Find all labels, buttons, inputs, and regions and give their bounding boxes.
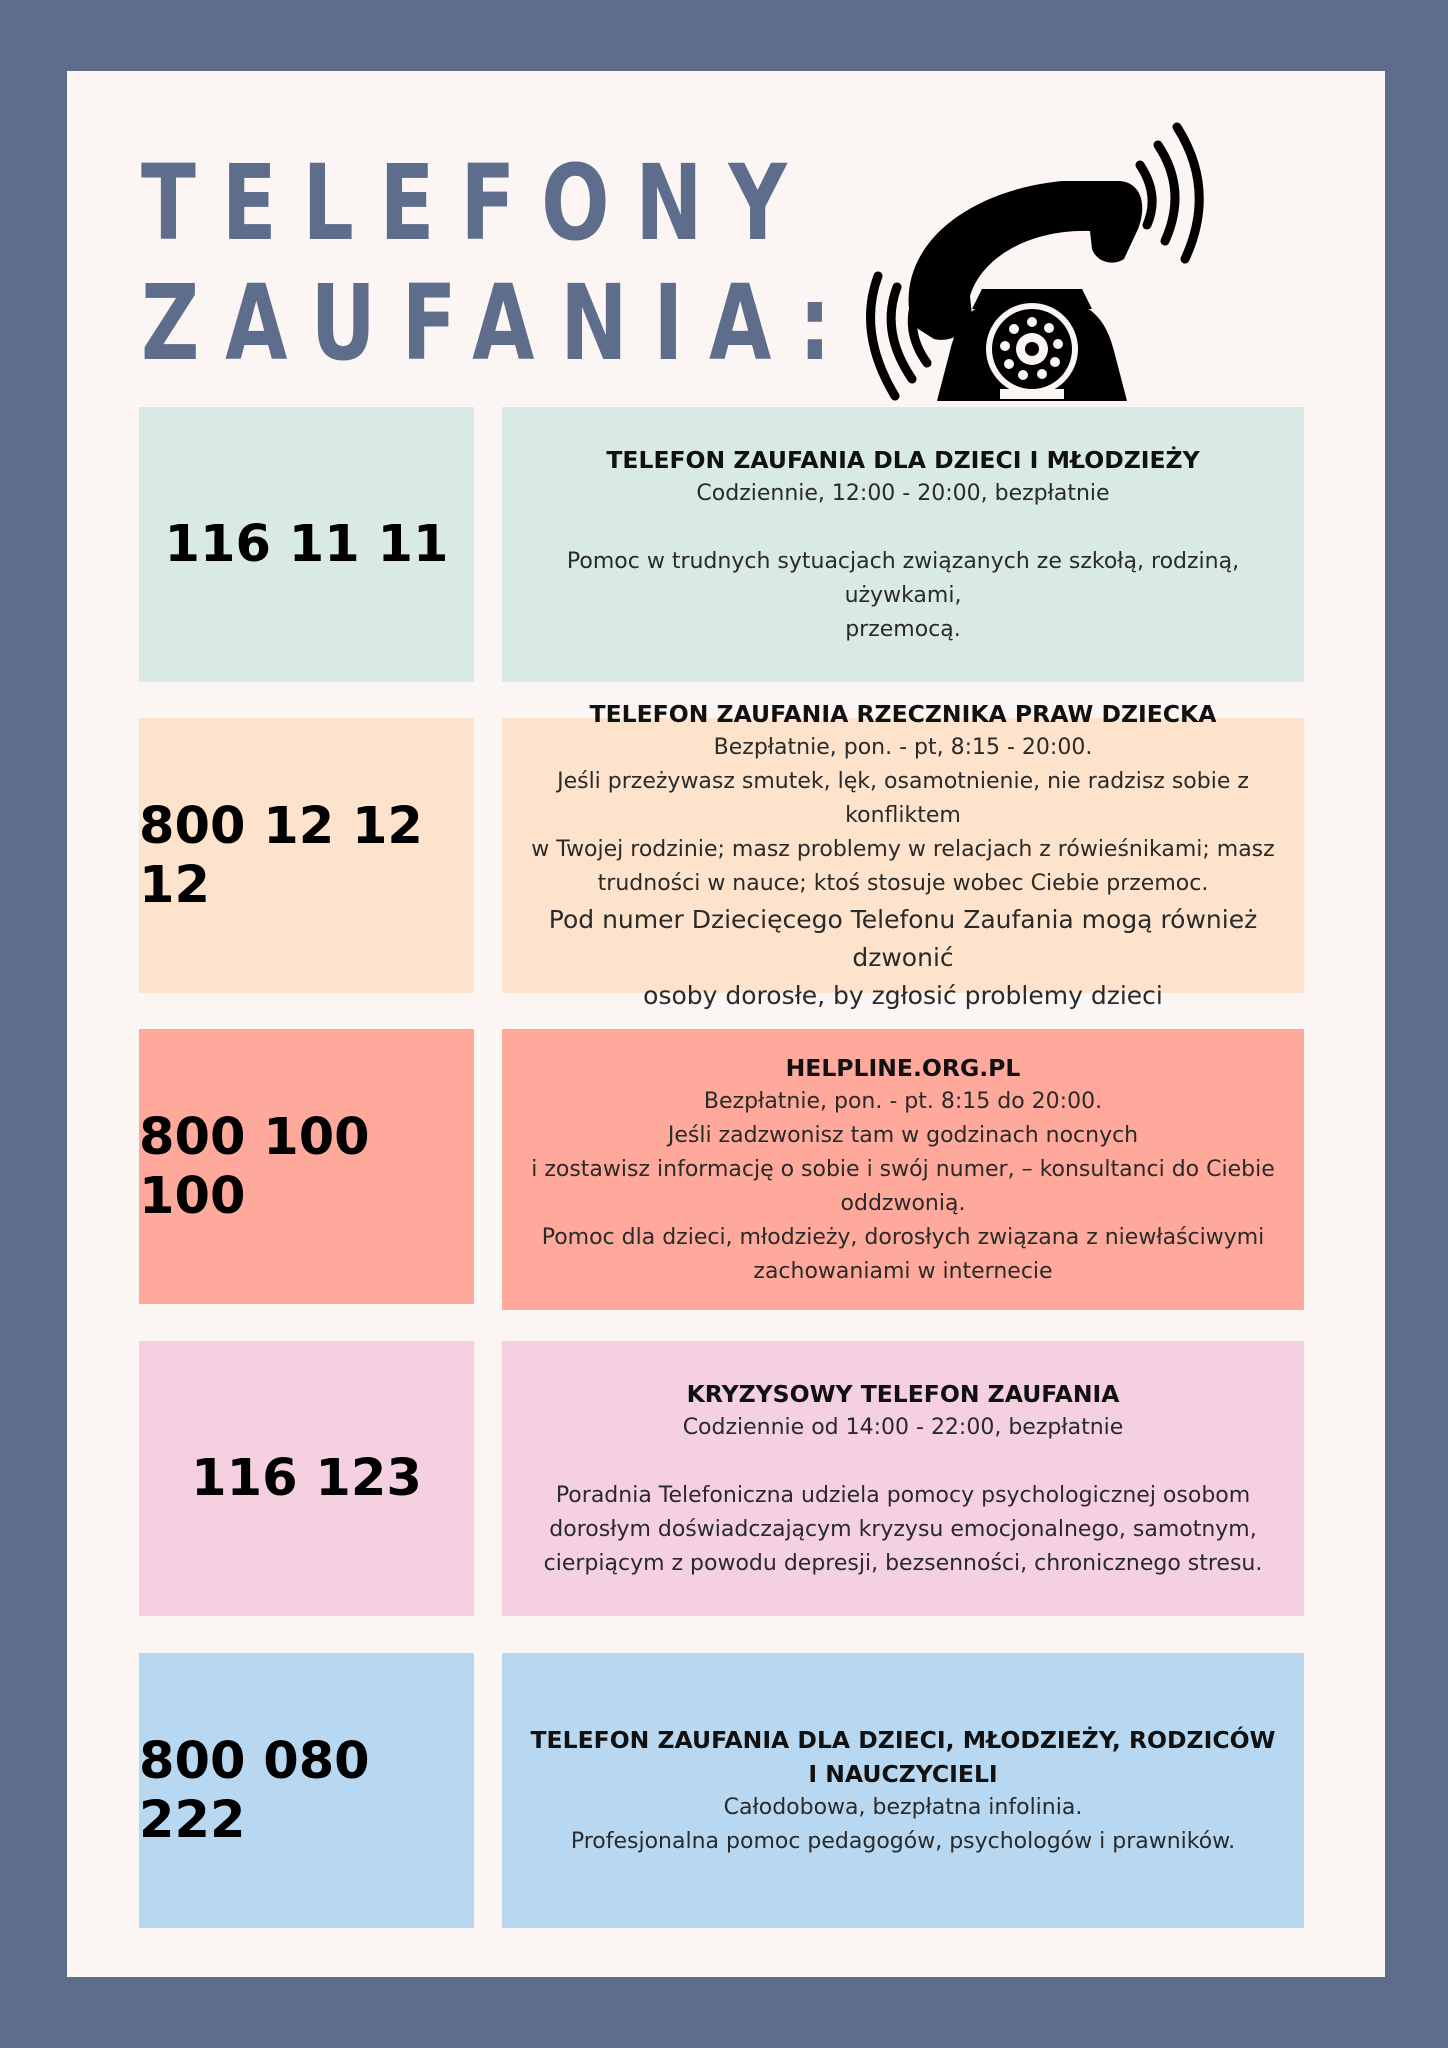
hotline-info-4 [502, 1341, 1304, 1616]
title-line-1: TELEFONY [141, 142, 813, 264]
ringing-telephone-icon [842, 111, 1227, 401]
hotline-desc-line: Pomoc w trudnych sytuacjach związanych ze szkołą, rodziną, używkami, [566, 548, 1240, 608]
hotline-info-5 [502, 1653, 1304, 1928]
phone-number: 116 123 [191, 1449, 422, 1508]
phone-number: 800 080 222 [139, 1731, 370, 1850]
hotline-hours: Codziennie od 14:00 - 22:00, bezpłatnie [682, 1414, 1124, 1440]
hotline-desc-line: Jeśli zadzwonisz tam w godzinach nocnych [667, 1122, 1139, 1148]
hotline-heading: HELPLINE.ORG.PL [785, 1053, 1021, 1082]
hotline-heading: I NAUCZYCIELI [808, 1759, 998, 1788]
hotline-desc-line: cierpiącym z powodu depresji, bezsenności, chronicznego stresu. [543, 1550, 1263, 1576]
hotline-heading: KRYZYSOWY TELEFON ZAUFANIA [686, 1379, 1120, 1408]
hotline-desc-line: osoby dorosłe, by zgłosić problemy dzieci [643, 980, 1163, 1010]
hotline-desc-line: w Twojej rodzinie; masz problemy w relacjach z rówieśnikami; masz [531, 836, 1275, 862]
hotline-desc-line: zachowaniami w internecie [753, 1258, 1053, 1284]
hotline-desc-line: dorosłym doświadczającym kryzysu emocjonalnego, samotnym, [549, 1516, 1257, 1542]
hotline-number-3 [139, 1029, 474, 1304]
hotline-hours: Całodobowa, bezpłatna infolinia. [723, 1794, 1083, 1820]
phone-number: 116 11 11 [164, 515, 449, 574]
hotline-info-2 [502, 699, 1304, 1010]
hotline-hours: Bezpłatnie, pon. - pt, 8:15 - 20:00. [713, 734, 1093, 760]
hotline-desc-line: Profesjonalna pomoc pedagogów, psychologów i prawników. [570, 1828, 1236, 1854]
hotline-desc-line: i zostawisz informację o sobie i swój numer, – konsultanci do Ciebie [531, 1156, 1275, 1182]
hotline-heading: TELEFON ZAUFANIA RZECZNIKA PRAW DZIECKA [589, 699, 1217, 728]
hotline-desc-line: Pod numer Dziecięcego Telefonu Zaufania mogą również dzwonić [548, 904, 1258, 972]
title-line-2: ZAUFANIA: [141, 262, 857, 384]
poster-sheet [67, 71, 1385, 1977]
hotline-info-3 [502, 1029, 1304, 1310]
hotline-number-4 [139, 1341, 474, 1616]
hotline-heading: TELEFON ZAUFANIA DLA DZIECI I MŁODZIEŻY [606, 445, 1200, 474]
hotline-info-1 [502, 407, 1304, 682]
hotline-hours: Codziennie, 12:00 - 20:00, bezpłatnie [696, 480, 1110, 506]
hotline-desc-line: oddzwonią. [840, 1190, 966, 1216]
hotline-heading: TELEFON ZAUFANIA DLA DZIECI, MŁODZIEŻY, RODZICÓW [530, 1725, 1276, 1754]
hotline-desc-line: Poradnia Telefoniczna udziela pomocy psychologicznej osobom [555, 1482, 1251, 1508]
hotline-number-1 [139, 407, 474, 682]
hotline-desc-line: przemocą. [845, 616, 961, 642]
phone-number: 800 100 100 [139, 1107, 370, 1226]
hotline-desc-line: Pomoc dla dzieci, młodzieży, dorosłych związana z niewłaściwymi [541, 1224, 1265, 1250]
page-title [141, 143, 857, 383]
hotline-desc-line: trudności w nauce; ktoś stosuje wobec Ciebie przemoc. [597, 870, 1209, 896]
hotline-number-5 [139, 1653, 474, 1928]
hotline-hours: Bezpłatnie, pon. - pt. 8:15 do 20:00. [703, 1088, 1103, 1114]
hotline-desc-line: Jeśli przeżywasz smutek, lęk, osamotnienie, nie radzisz sobie z konfliktem [557, 768, 1249, 828]
hotline-number-2 [139, 718, 474, 993]
phone-number: 800 12 12 12 [139, 796, 423, 915]
